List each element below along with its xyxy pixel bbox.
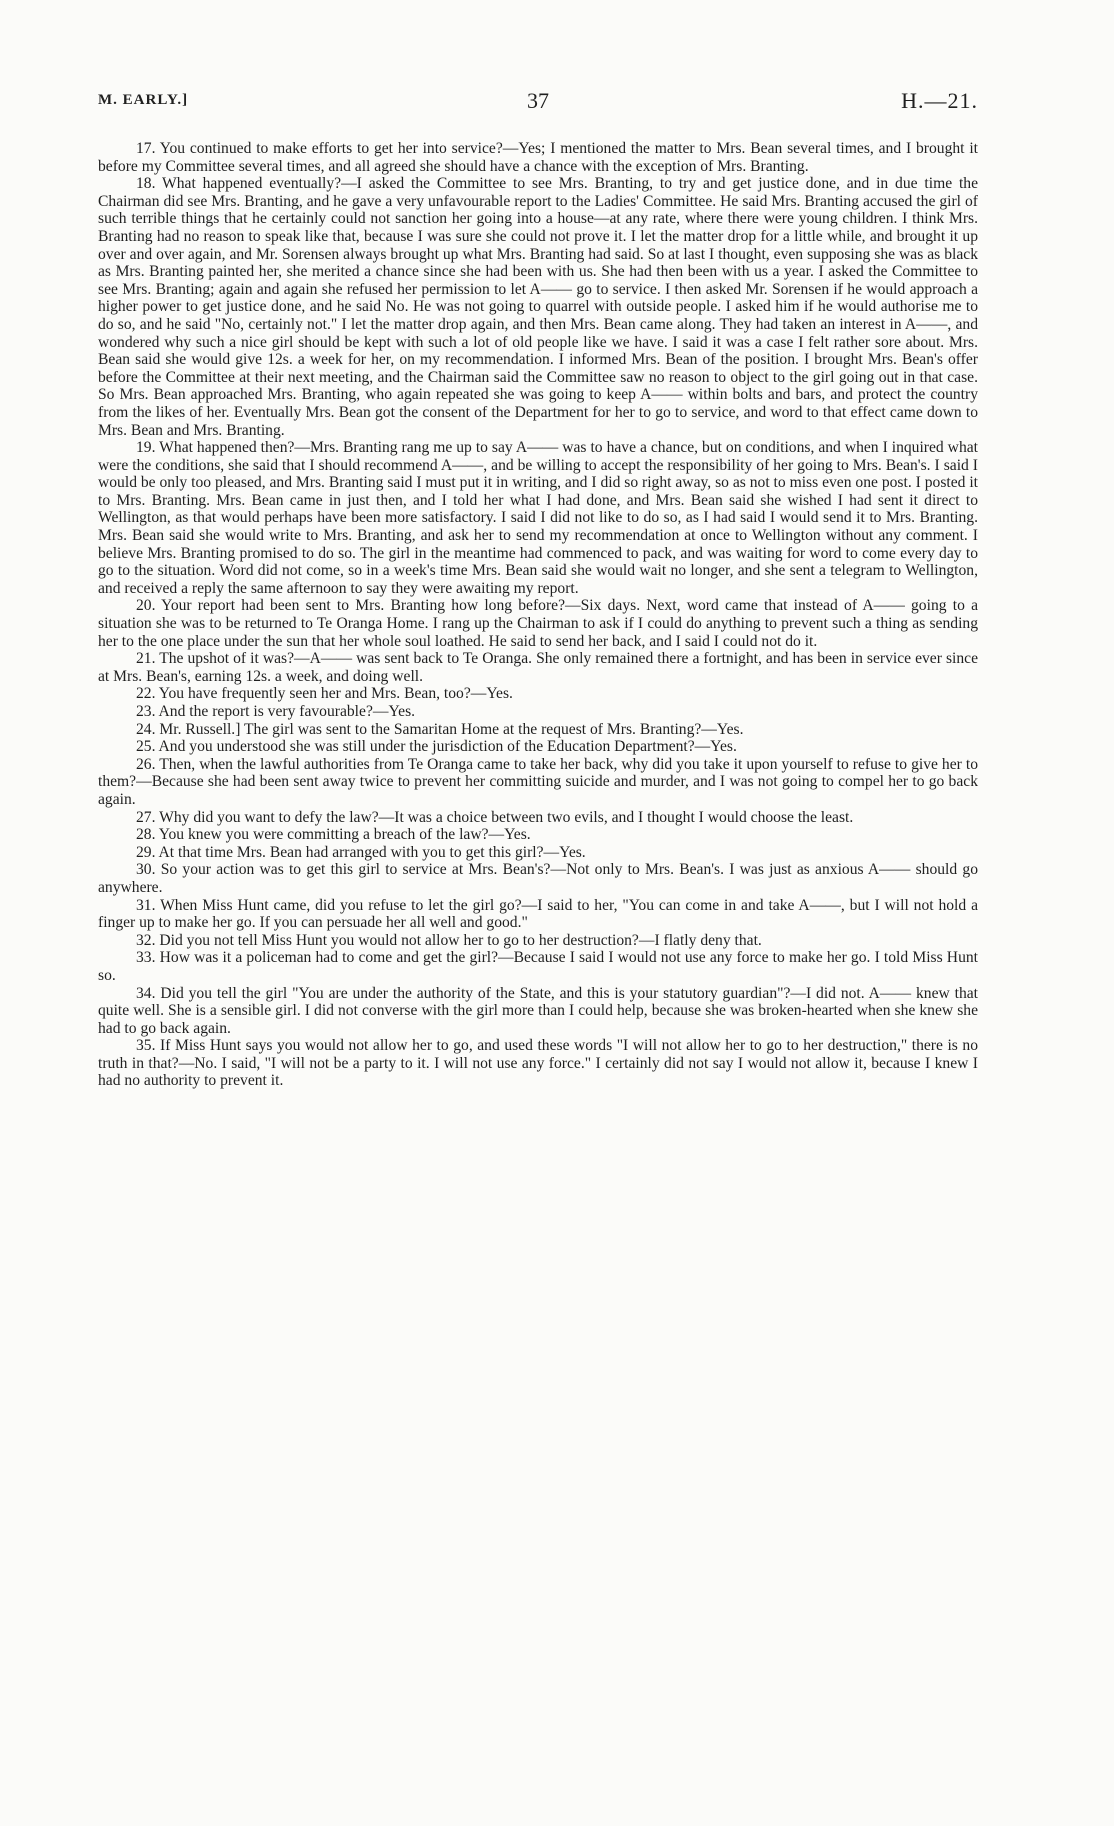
paragraph-35: 35. If Miss Hunt says you would not allow her to go, and used these words "I will not allow her to go to her destruction," there is no truth in that?—No. I said, "I will not be a party to it. I will not use any force." I certainly did not say I would not allow it, because I knew I had no authority to prevent it. bbox=[98, 1037, 978, 1090]
paragraph-29: 29. At that time Mrs. Bean had arranged with you to get this girl?—Yes. bbox=[136, 843, 586, 861]
document-reference: H.—21. bbox=[901, 88, 978, 113]
paragraph-30: 30. So your action was to get this girl to service at Mrs. Bean's?—Not only to Mrs. Bean's. I was just as anxious A—— should go anywhere. bbox=[98, 861, 978, 896]
paragraph-20: 20. Your report had been sent to Mrs. Branting how long before?—Six days. Next, word came that instead of A—— going to a situation she was to be returned to Te Oranga Home. I rang up the Chairman to ask if I could do anything to prevent such a thing as sending her to the one place under the sun that her whole soul loathed. He said to send her back, and I said I could not do it. bbox=[98, 597, 978, 650]
paragraph-24: 24. Mr. Russell.] The girl was sent to the Samaritan Home at the request of Mrs. Branting?—Yes. bbox=[136, 720, 744, 738]
paragraph-32: 32. Did you not tell Miss Hunt you would not allow her to go to her destruction?—I flatly deny that. bbox=[136, 931, 762, 949]
witness-name: M. EARLY.] bbox=[98, 92, 189, 108]
paragraph-18: 18. What happened eventually?—I asked the Committee to see Mrs. Branting, to try and get justice done, and in due time the Chairman did see Mrs. Branting, and he gave a very unfavourable report to the Ladies' Committee. He said Mrs. Branting accused the girl of such terrible things that he certainly could not sanction her going into a house—at any rate, where there were young children. I think Mrs. Branting had no reason to speak like that, because I was sure she could not prove it. I let the matter drop for a little while, and brought it up over and over again, and Mr. Sorensen always brought up what Mrs. Branting had said. So at last I thought, even supposing she was as black as Mrs. Branting painted her, she merited a chance since she had been with us. She had then been with us a year. I asked the Committee to see Mrs. Branting; again and again she refused her permission to let A—— go to service. I then asked Mr. Sorensen if he would approach a higher power to get justice done, and he said No. He was not going to quarrel with outside people. I asked him if he would authorise me to do so, and he said "No, certainly not." I let the matter drop again, and then Mrs. Bean came along. They had taken an interest in A——, and wondered why such a nice girl should be kept with such a lot of old people like we have. I said it was a case I felt rather sore about. Mrs. Bean said she would give 12s. a week for her, on my recommendation. I informed Mrs. Bean of the position. I brought Mrs. Bean's offer before the Committee at their next meeting, and the Chairman said the Committee saw no reason to object to the girl going out in that case. So Mrs. Bean approached Mrs. Branting, who again repeated she was going to keep A—— within bolts and bars, and protect the country from the likes of her. Eventually Mrs. Bean got the consent of the Department for her to go to service, and word to that effect came down to Mrs. Bean and Mrs. Branting. bbox=[98, 175, 978, 439]
paragraph-33: 33. How was it a policeman had to come and get the girl?—Because I said I would not use any force to make her go. I told Miss Hunt so. bbox=[98, 949, 978, 984]
paragraph-26: 26. Then, when the lawful authorities from Te Oranga came to take her back, why did you take it upon yourself to refuse to give her to them?—Because she had been sent away twice to prevent her committing suicide and murder, and I was not going to compel her to go back again. bbox=[98, 755, 978, 808]
paragraph-28: 28. You knew you were committing a breach of the law?—Yes. bbox=[136, 826, 531, 844]
paragraph-22: 22. You have frequently seen her and Mrs. Bean, too?—Yes. bbox=[136, 685, 513, 703]
paragraph-17: 17. You continued to make efforts to get her into service?—Yes; I mentioned the matter to Mrs. Bean several times, and I brought it before my Committee several times, and all agreed she should have a chance with the exception of Mrs. Branting. bbox=[98, 140, 978, 175]
page-header bbox=[98, 88, 978, 118]
transcript-body bbox=[98, 140, 978, 1090]
paragraph-27: 27. Why did you want to defy the law?—It was a choice between two evils, and I thought I would choose the least. bbox=[136, 808, 854, 826]
paragraph-25: 25. And you understood she was still under the jurisdiction of the Education Department?—Yes. bbox=[136, 738, 737, 756]
page-number: 37 bbox=[527, 88, 549, 113]
paragraph-19: 19. What happened then?—Mrs. Branting rang me up to say A—— was to have a chance, but on conditions, and when I inquired what were the conditions, she said that I should recommend A——, and be willing to accept the responsibility of her going to Mrs. Bean's. I said I would be only too pleased, and Mrs. Branting said I must put it in writing, and I did so right away, so as not to miss even one post. I posted it to Mrs. Branting. Mrs. Bean came in just then, and I told her what I had done, and Mrs. Bean said she wished I had sent it direct to Wellington, as that would perhaps have been more satisfactory. I said I did not like to do so, as I had said I would send it to Mrs. Branting. Mrs. Bean said she would write to Mrs. Branting, and ask her to send my recommendation at once to Wellington without any comment. I believe Mrs. Branting promised to do so. The girl in the meantime had commenced to pack, and was waiting for word to come every day to go to the situation. Word did not come, so in a week's time Mrs. Bean said she would wait no longer, and she sent a telegram to Wellington, and received a reply the same afternoon to say they were awaiting my report. bbox=[98, 439, 978, 597]
paragraph-21: 21. The upshot of it was?—A—— was sent back to Te Oranga. She only remained there a fortnight, and has been in service ever since at Mrs. Bean's, earning 12s. a week, and doing well. bbox=[98, 650, 978, 685]
paragraph-31: 31. When Miss Hunt came, did you refuse to let the girl go?—I said to her, "You can come in and take A——, but I will not hold a finger up to make her go. If you can persuade her all well and good." bbox=[98, 896, 978, 932]
paragraph-34: 34. Did you tell the girl "You are under the authority of the State, and this is your statutory guardian"?—I did not. A—— knew that quite well. She is a sensible girl. I did not converse with the girl more than I could help, because she was broken-hearted when she knew she had to go back again. bbox=[98, 984, 978, 1037]
paragraph-23: 23. And the report is very favourable?—Yes. bbox=[136, 703, 416, 720]
